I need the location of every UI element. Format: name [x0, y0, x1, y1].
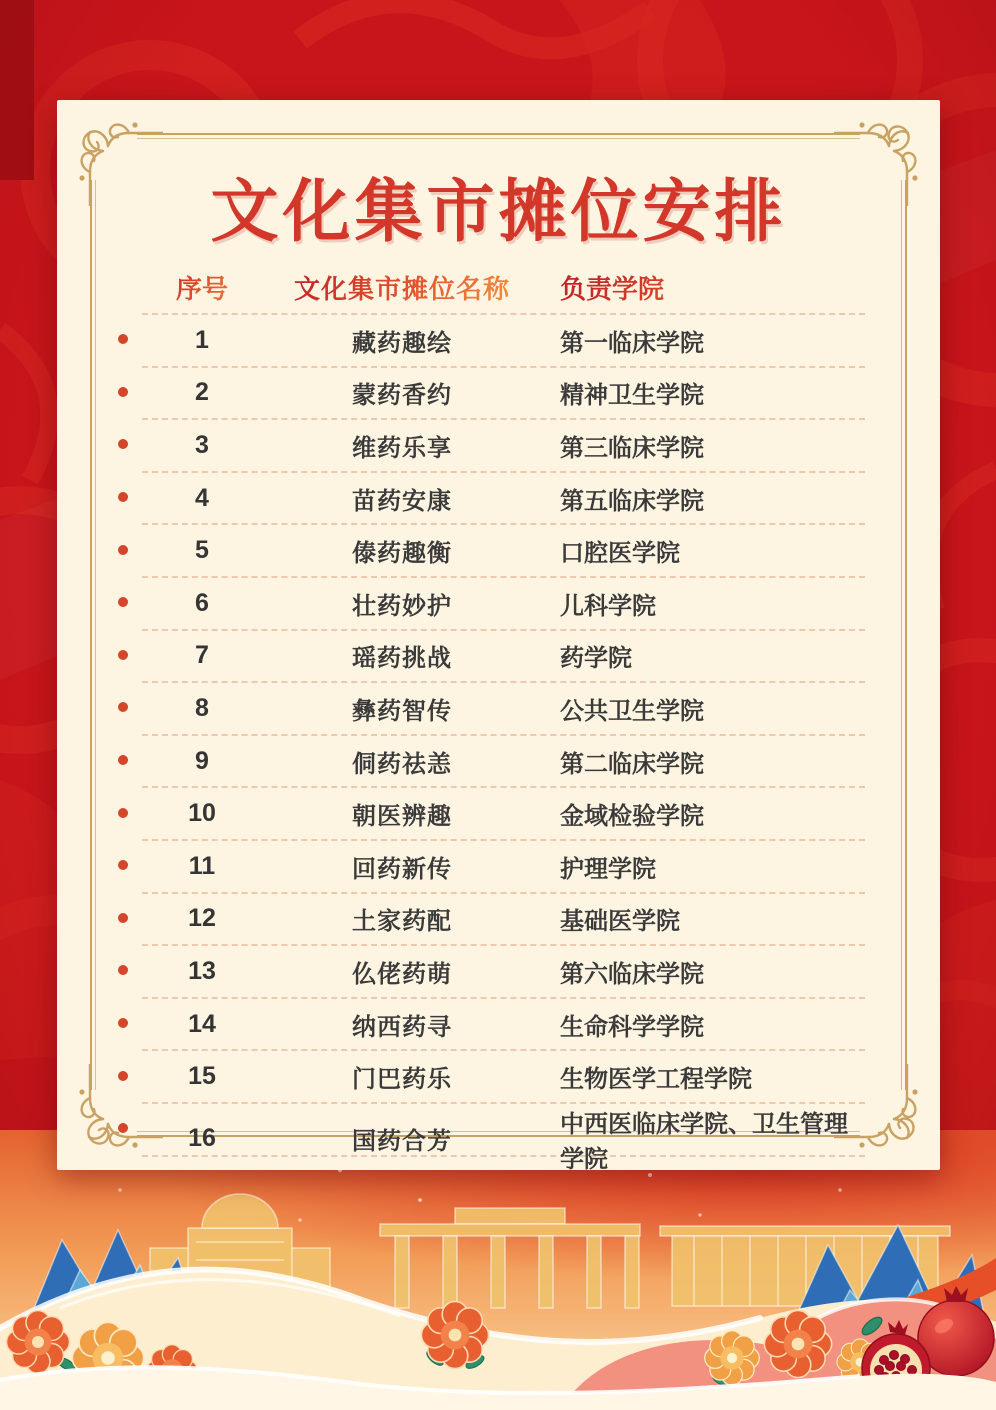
row-bullet-icon [118, 860, 128, 870]
stall-name: 土家药配 [352, 908, 452, 936]
table-row [142, 315, 865, 368]
college-name: 第五临床学院 [560, 487, 704, 515]
stall-name: 蒙药香约 [352, 382, 452, 410]
content-card [57, 100, 940, 1173]
table-row [142, 473, 865, 526]
row-number: 14 [188, 1009, 216, 1038]
row-number: 4 [195, 483, 209, 512]
row-bullet-icon [118, 1018, 128, 1028]
row-number: 11 [188, 851, 216, 880]
stall-name: 回药新传 [352, 855, 452, 883]
row-number: 9 [195, 746, 209, 775]
table-row [142, 841, 865, 894]
row-bullet-icon [118, 650, 128, 660]
row-number: 8 [195, 693, 209, 722]
table-row [142, 1104, 865, 1173]
row-number: 1 [195, 325, 209, 354]
row-bullet-icon [118, 965, 128, 975]
row-bullet-icon [118, 545, 128, 555]
stall-name: 藏药趣绘 [352, 329, 452, 357]
row-number: 13 [188, 956, 216, 985]
table-row [142, 736, 865, 789]
row-bullet-icon [118, 755, 128, 765]
stall-name: 维药乐享 [352, 434, 452, 462]
row-number: 15 [188, 1062, 216, 1091]
stall-name: 苗药安康 [352, 487, 452, 515]
header-no: 序号 [142, 269, 262, 306]
college-name: 第二临床学院 [560, 750, 704, 778]
page-title: 文化集市摊位安排 [210, 174, 787, 250]
college-name: 口腔医学院 [560, 540, 680, 568]
row-number: 3 [195, 430, 209, 459]
college-name: 公共卫生学院 [560, 697, 704, 725]
table-row [142, 631, 865, 684]
table-row [142, 420, 865, 473]
table-header [142, 262, 865, 315]
college-name: 药学院 [560, 645, 632, 673]
college-name: 第一临床学院 [560, 329, 704, 357]
table-row [142, 788, 865, 841]
stall-table [142, 262, 865, 1173]
college-name: 金域检验学院 [560, 803, 704, 831]
row-bullet-icon [118, 439, 128, 449]
table-row [142, 999, 865, 1052]
stall-name: 壮药妙护 [352, 592, 452, 620]
college-name: 第三临床学院 [560, 434, 704, 462]
row-number: 2 [195, 378, 209, 407]
row-bullet-icon [118, 492, 128, 502]
table-row [142, 1051, 865, 1104]
table-row [142, 525, 865, 578]
row-number: 5 [195, 536, 209, 565]
row-bullet-icon [118, 334, 128, 344]
college-name: 第六临床学院 [560, 960, 704, 988]
stall-name: 彝药智传 [352, 697, 452, 725]
row-number: 6 [195, 588, 209, 617]
stall-name: 瑶药挑战 [352, 645, 452, 673]
row-bullet-icon [118, 702, 128, 712]
row-number: 10 [188, 799, 216, 828]
college-name: 中西医临床学院、卫生管理学院 [560, 1110, 848, 1173]
stall-name: 国药合芳 [352, 1128, 452, 1156]
row-bullet-icon [118, 387, 128, 397]
row-bullet-icon [118, 913, 128, 923]
table-row [142, 894, 865, 947]
row-bullet-icon [118, 808, 128, 818]
stall-name: 纳西药寻 [352, 1013, 452, 1041]
table-row [142, 578, 865, 631]
stall-name: 侗药祛恙 [352, 750, 452, 778]
college-name: 基础医学院 [560, 908, 680, 936]
table-row [142, 368, 865, 421]
header-college: 负责学院 [542, 269, 865, 306]
stall-name: 朝医辨趣 [352, 803, 452, 831]
college-name: 生命科学学院 [560, 1013, 704, 1041]
stall-name: 仫佬药萌 [352, 960, 452, 988]
table-row [142, 683, 865, 736]
college-name: 精神卫生学院 [560, 382, 704, 410]
row-number: 12 [188, 904, 216, 933]
row-bullet-icon [118, 1071, 128, 1081]
row-bullet-icon [118, 597, 128, 607]
header-stall-name: 文化集市摊位名称 [262, 269, 542, 306]
college-name: 护理学院 [560, 855, 656, 883]
college-name: 生物医学工程学院 [560, 1066, 752, 1094]
stall-name: 傣药趣衡 [352, 540, 452, 568]
table-row [142, 946, 865, 999]
college-name: 儿科学院 [560, 592, 656, 620]
stall-name: 门巴药乐 [352, 1066, 452, 1094]
row-number: 7 [195, 641, 209, 670]
row-number: 16 [188, 1124, 216, 1153]
